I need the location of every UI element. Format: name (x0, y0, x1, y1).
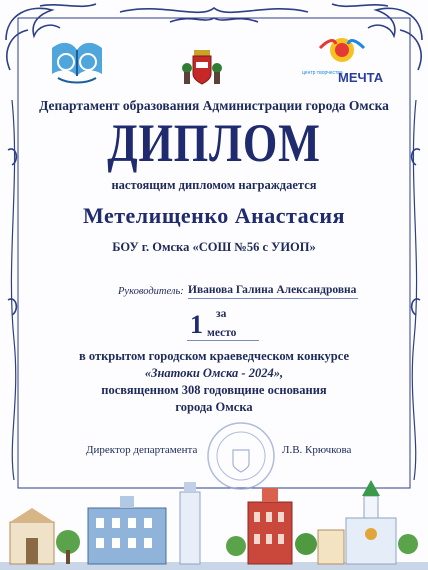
recipient-name: Метелищенко Анастасия (83, 203, 345, 228)
city-skyline-illustration (0, 478, 428, 570)
svg-text:центр творчества: центр творчества (302, 70, 343, 76)
contest-line-2: «Знатоки Омска - 2024», (144, 366, 284, 380)
diploma-subtitle: настоящим дипломом награждается (111, 178, 317, 192)
leader-name: Иванова Галина Александровна (188, 284, 357, 296)
place-number: 1 (190, 310, 203, 339)
place-prefix: за (216, 308, 227, 320)
mechta-logo (298, 34, 386, 88)
leader-label: Руководитель: (118, 286, 184, 297)
book-emblem-logo (48, 34, 106, 86)
diploma-title: ДИПЛОМ (107, 113, 321, 173)
director-name: Л.В. Крючкова (282, 444, 352, 456)
place-word: место (207, 327, 237, 339)
contest-line-1: в открытом городском краеведческом конкурсе (78, 349, 350, 363)
director-title: Директор департамента (86, 444, 198, 456)
coat-of-arms-icon (180, 44, 224, 88)
place-underline (187, 340, 259, 341)
leader-underline (188, 298, 358, 299)
department-header: Департамент образования Администрации города Омска (39, 98, 389, 113)
contest-line-3: посвященном 308 годовщине основания (101, 383, 327, 397)
mechta-logo-text: МЕЧТА (338, 70, 384, 85)
contest-line-4: города Омска (175, 400, 253, 414)
school-name: БОУ г. Омска «СОШ №56 с УИОП» (112, 240, 316, 254)
